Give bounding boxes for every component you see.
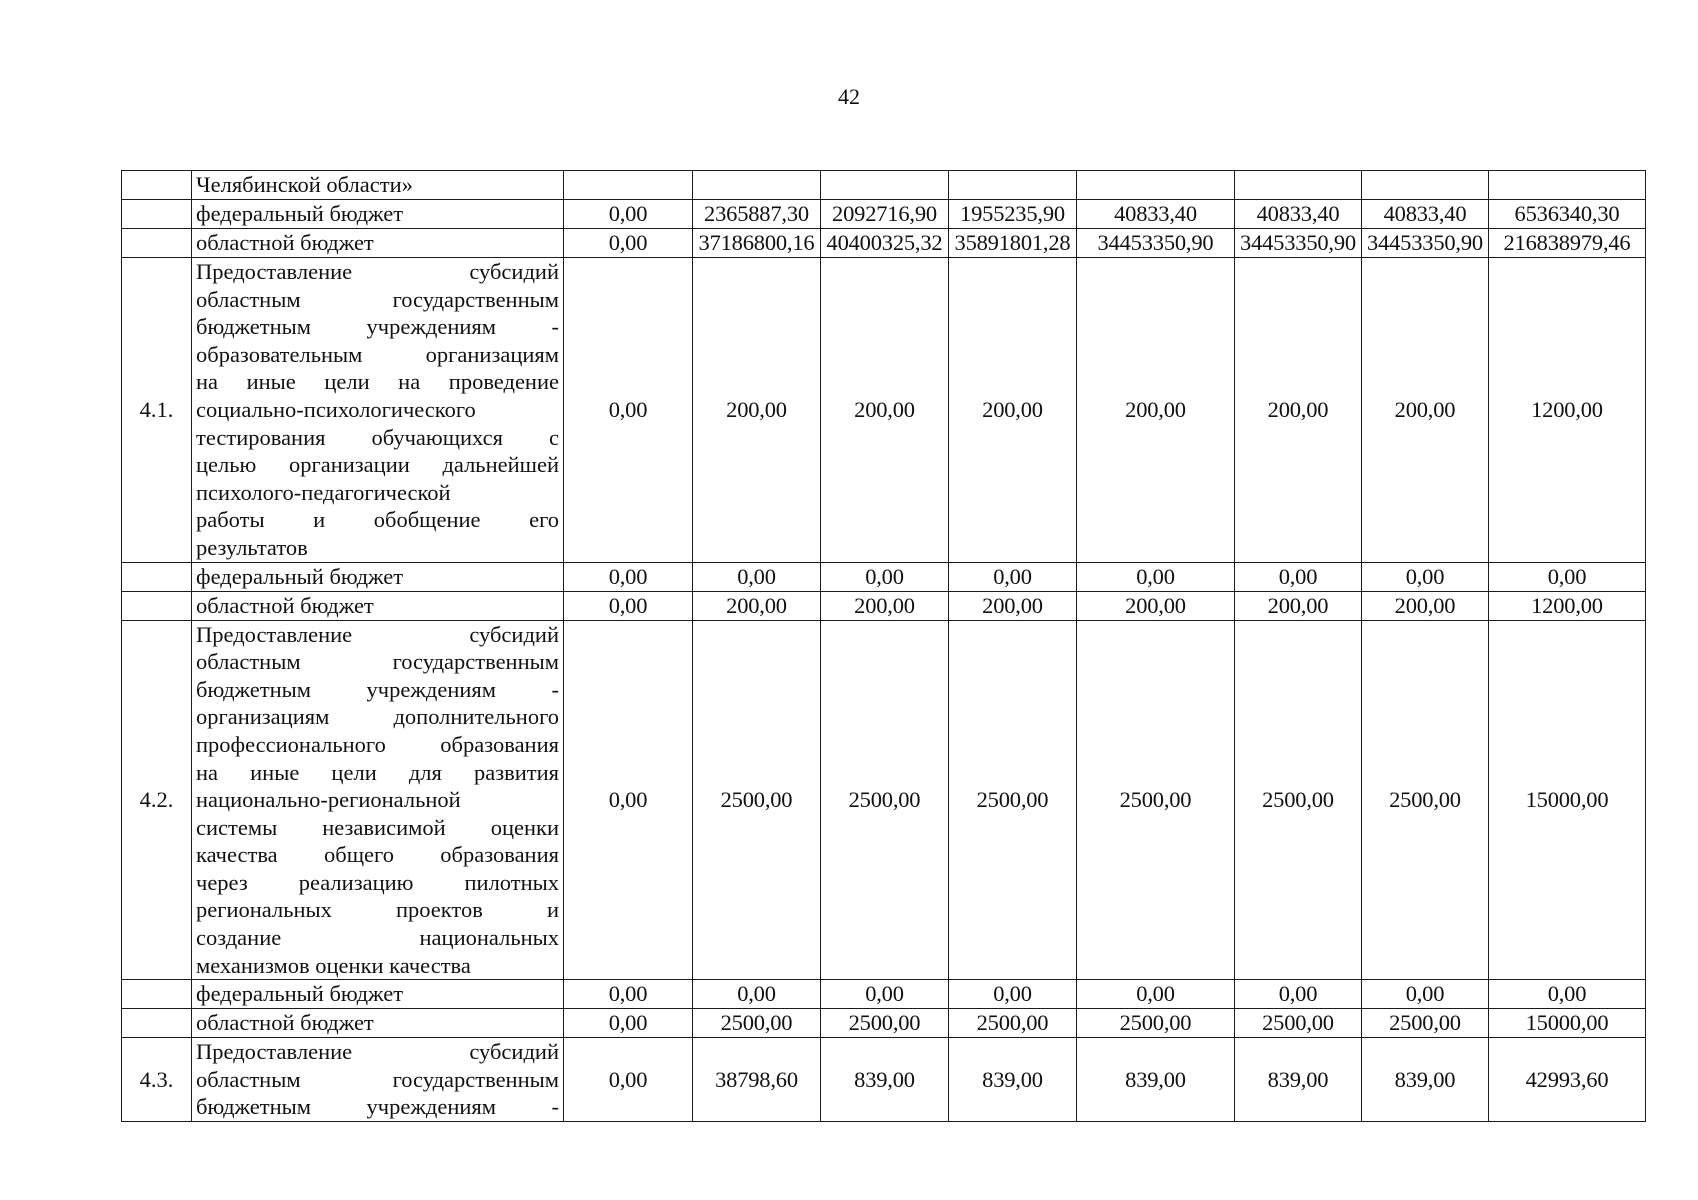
value-cell: 0,00: [693, 980, 821, 1009]
row-name-line: системы независимой оценки: [196, 814, 559, 840]
row-name-line: областным государственным: [196, 286, 559, 312]
row-name-line: региональных проектов и: [196, 897, 559, 923]
row-name-line: на иные цели для развития: [196, 759, 559, 785]
row-name-line: национально-региональной: [196, 787, 461, 813]
value-cell: [1077, 171, 1235, 200]
value-cell: 0,00: [1077, 980, 1235, 1009]
value-cell: 0,00: [1362, 980, 1489, 1009]
row-number: [122, 562, 192, 591]
row-name: федеральный бюджет: [192, 200, 564, 229]
value-cell: 2500,00: [949, 620, 1077, 980]
row-name-line: бюджетным учреждениям -: [196, 1094, 559, 1120]
row-name-line: областным государственным: [196, 1066, 559, 1092]
value-cell: 200,00: [1235, 591, 1362, 620]
value-cell: 2500,00: [1362, 1009, 1489, 1038]
value-cell: 0,00: [1077, 562, 1235, 591]
value-cell: 38798,60: [693, 1038, 821, 1122]
value-cell: 0,00: [564, 1009, 693, 1038]
value-cell: 0,00: [821, 980, 949, 1009]
value-cell: 0,00: [693, 562, 821, 591]
value-cell: 1955235,90: [949, 200, 1077, 229]
value-cell: 37186800,16: [693, 229, 821, 258]
value-cell: 839,00: [1077, 1038, 1235, 1122]
value-cell: 0,00: [1489, 980, 1646, 1009]
value-cell: 0,00: [564, 229, 693, 258]
row-name-line: образовательным организациям: [196, 341, 559, 367]
row-name-line: бюджетным учреждениям -: [196, 676, 559, 702]
table-row: [122, 200, 1646, 229]
value-cell: 839,00: [821, 1038, 949, 1122]
value-cell: 35891801,28: [949, 229, 1077, 258]
value-cell: 200,00: [693, 591, 821, 620]
row-name: областной бюджет: [192, 1009, 564, 1038]
value-cell: [949, 171, 1077, 200]
row-number: [122, 200, 192, 229]
row-name-line: Предоставление субсидий: [196, 1039, 559, 1065]
table-row: [122, 620, 1646, 980]
value-cell: 839,00: [1235, 1038, 1362, 1122]
value-cell: 2092716,90: [821, 200, 949, 229]
value-cell: 40833,40: [1362, 200, 1489, 229]
value-cell: 200,00: [949, 591, 1077, 620]
row-name-line: Предоставление субсидий: [196, 621, 559, 647]
value-cell: 0,00: [564, 200, 693, 229]
value-cell: 2500,00: [1077, 620, 1235, 980]
value-cell: 40833,40: [1077, 200, 1235, 229]
row-name: [192, 258, 564, 563]
row-name-line: качества общего образования: [196, 842, 559, 868]
value-cell: 0,00: [564, 591, 693, 620]
budget-table: [121, 170, 1646, 1122]
value-cell: 34453350,90: [1077, 229, 1235, 258]
row-name-line: тестирования обучающихся с: [196, 424, 559, 450]
row-name: областной бюджет: [192, 229, 564, 258]
row-name-line: областным государственным: [196, 649, 559, 675]
value-cell: 200,00: [693, 258, 821, 563]
value-cell: 216838979,46: [1489, 229, 1646, 258]
value-cell: 2500,00: [821, 1009, 949, 1038]
table-row: [122, 562, 1646, 591]
value-cell: 200,00: [1362, 258, 1489, 563]
value-cell: 200,00: [1077, 591, 1235, 620]
value-cell: 34453350,90: [1235, 229, 1362, 258]
value-cell: 1200,00: [1489, 258, 1646, 563]
value-cell: 42993,60: [1489, 1038, 1646, 1122]
table-row: [122, 591, 1646, 620]
value-cell: [1235, 171, 1362, 200]
value-cell: 2500,00: [821, 620, 949, 980]
value-cell: 0,00: [564, 562, 693, 591]
row-number: [122, 1009, 192, 1038]
value-cell: 0,00: [821, 562, 949, 591]
value-cell: 15000,00: [1489, 1009, 1646, 1038]
row-number: 4.1.: [122, 258, 192, 563]
row-name: федеральный бюджет: [192, 562, 564, 591]
value-cell: 0,00: [564, 980, 693, 1009]
value-cell: 0,00: [564, 258, 693, 563]
row-name-line: на иные цели на проведение: [196, 369, 559, 395]
value-cell: 200,00: [1235, 258, 1362, 563]
row-name-line: Предоставление субсидий: [196, 259, 559, 284]
value-cell: 1200,00: [1489, 591, 1646, 620]
table-row: [122, 171, 1646, 200]
value-cell: 200,00: [949, 258, 1077, 563]
row-name-line: создание национальных: [196, 925, 559, 951]
value-cell: 40833,40: [1235, 200, 1362, 229]
row-name-line: профессионального образования: [196, 731, 559, 757]
table-row: [122, 1009, 1646, 1038]
value-cell: 2500,00: [1362, 620, 1489, 980]
value-cell: 0,00: [1235, 562, 1362, 591]
row-name-line: работы и обобщение его: [196, 507, 559, 533]
row-number: 4.3.: [122, 1038, 192, 1122]
value-cell: 2500,00: [949, 1009, 1077, 1038]
value-cell: 200,00: [821, 258, 949, 563]
row-number: 4.2.: [122, 620, 192, 980]
row-name-line: результатов: [196, 534, 308, 560]
value-cell: 0,00: [564, 1038, 693, 1122]
row-number: [122, 171, 192, 200]
table-row: [122, 1038, 1646, 1122]
row-name: Челябинской области»: [192, 171, 564, 200]
table-row: [122, 980, 1646, 1009]
row-name-line: психолого-педагогической: [196, 479, 451, 505]
row-number: [122, 980, 192, 1009]
page-number: 42: [838, 84, 860, 109]
value-cell: [821, 171, 949, 200]
value-cell: [564, 171, 693, 200]
row-number: [122, 229, 192, 258]
row-name: [192, 620, 564, 980]
value-cell: 6536340,30: [1489, 200, 1646, 229]
value-cell: 839,00: [1362, 1038, 1489, 1122]
value-cell: 2500,00: [1235, 1009, 1362, 1038]
value-cell: 200,00: [1362, 591, 1489, 620]
value-cell: [1489, 171, 1646, 200]
row-name-line: социально-психологического: [196, 396, 476, 422]
table-row: [122, 229, 1646, 258]
row-name: федеральный бюджет: [192, 980, 564, 1009]
value-cell: 0,00: [1489, 562, 1646, 591]
value-cell: 0,00: [949, 562, 1077, 591]
value-cell: [693, 171, 821, 200]
value-cell: [1362, 171, 1489, 200]
value-cell: 40400325,32: [821, 229, 949, 258]
row-name-line: целью организации дальнейшей: [196, 452, 559, 478]
value-cell: 839,00: [949, 1038, 1077, 1122]
value-cell: 2365887,30: [693, 200, 821, 229]
value-cell: 0,00: [949, 980, 1077, 1009]
value-cell: 2500,00: [693, 620, 821, 980]
value-cell: 0,00: [1235, 980, 1362, 1009]
row-name-line: бюджетным учреждениям -: [196, 314, 559, 340]
row-name-line: организациям дополнительного: [196, 704, 559, 730]
value-cell: 34453350,90: [1362, 229, 1489, 258]
row-name: областной бюджет: [192, 591, 564, 620]
value-cell: 15000,00: [1489, 620, 1646, 980]
value-cell: 200,00: [821, 591, 949, 620]
table-body: [122, 171, 1646, 1122]
row-number: [122, 591, 192, 620]
value-cell: 2500,00: [693, 1009, 821, 1038]
row-name-line: через реализацию пилотных: [196, 869, 559, 895]
row-name-line: механизмов оценки качества: [196, 952, 471, 978]
row-name: [192, 1038, 564, 1122]
value-cell: 0,00: [564, 620, 693, 980]
value-cell: 0,00: [1362, 562, 1489, 591]
value-cell: 200,00: [1077, 258, 1235, 563]
value-cell: 2500,00: [1235, 620, 1362, 980]
table-row: [122, 258, 1646, 563]
value-cell: 2500,00: [1077, 1009, 1235, 1038]
